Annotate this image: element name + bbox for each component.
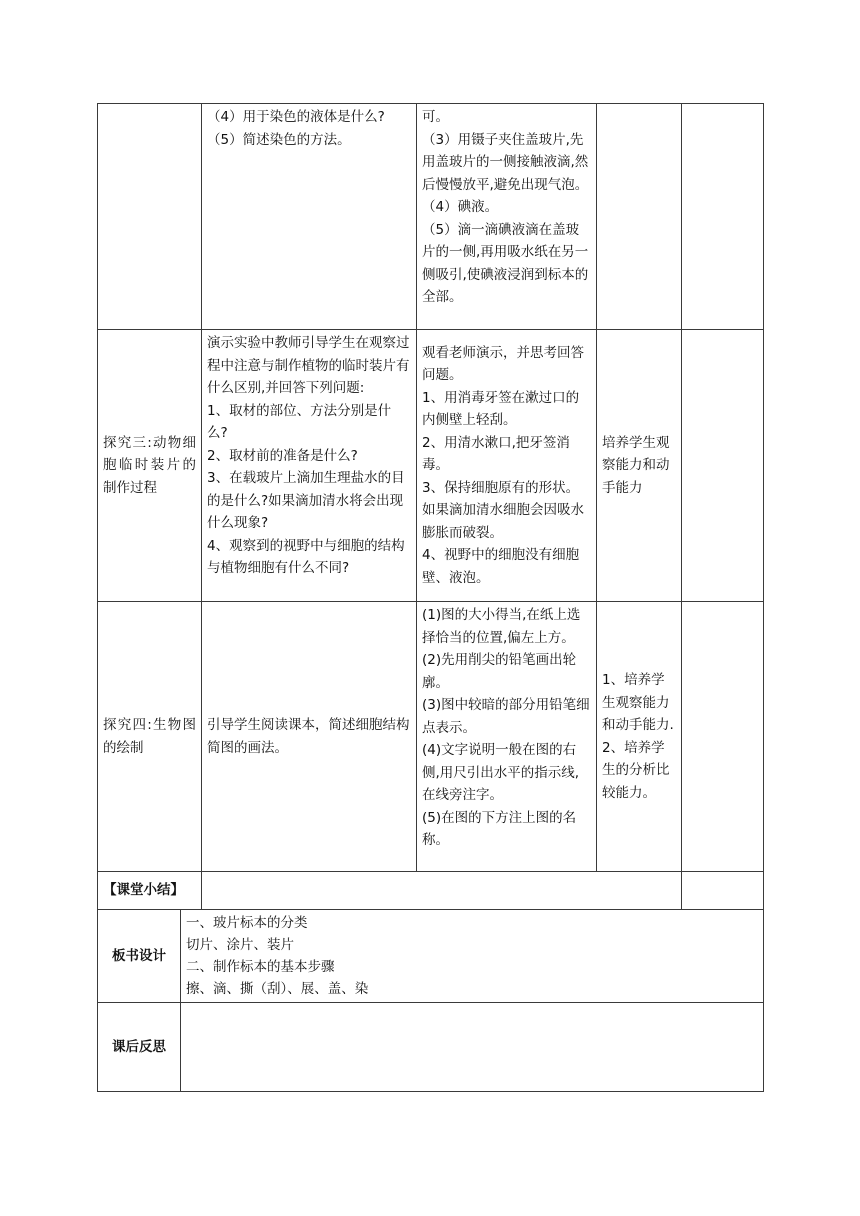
lesson-table — [97, 103, 764, 910]
board-label: 板书设计 — [98, 910, 181, 1003]
board-line: 一、玻片标本的分类 — [186, 915, 308, 931]
reflection-content-cell — [181, 1003, 764, 1092]
explore4-purpose-cell — [597, 602, 682, 872]
explore4-row — [98, 602, 764, 872]
board-line: 切片、涂片、装片 — [186, 937, 294, 953]
explore3-student-line: 2、用清水漱口,把牙签消毒。 — [422, 434, 570, 474]
explore4-label: 探究四:生物图的绘制 — [98, 602, 202, 872]
explore3-extra-cell — [682, 330, 764, 602]
lesson-plan-page — [97, 103, 763, 1092]
explore3-teacher-cell — [202, 330, 417, 602]
dye-student-line: 可。 — [422, 109, 449, 125]
board-row — [98, 910, 764, 1003]
explore3-teacher-line: 演示实验中教师引导学生在观察过程中注意与制作植物的临时装片有什么区别,并回答下列问题: — [207, 335, 410, 396]
explore4-student-line: (4)文字说明一般在图的右侧,用尺引出水平的指示线,在线旁注字。 — [422, 742, 580, 803]
board-table — [97, 909, 764, 1092]
explore3-teacher-line: 3、在载玻片上滴加生理盐水的目的是什么?如果滴加清水将会出现什么现象? — [207, 470, 405, 531]
explore3-row — [98, 330, 764, 602]
dye-student-line: （3）用镊子夹住盖玻片,先用盖玻片的一侧接触液滴,然后慢慢放平,避免出现气泡。 — [422, 131, 589, 193]
summary-content-cell — [202, 872, 682, 910]
dye-row — [98, 104, 764, 330]
dye-student-line: （5）滴一滴碘液滴在盖玻片的一侧,再用吸水纸在另一侧吸引,使碘液浸润到标本的全部。 — [422, 221, 589, 305]
explore3-student-cell — [417, 330, 597, 602]
explore3-student-line: 4、视野中的细胞没有细胞壁、液泡。 — [422, 547, 580, 586]
dye-purpose-cell — [597, 104, 682, 330]
explore4-teacher: 引导学生阅读课本，简述细胞结构简图的画法。 — [202, 602, 417, 872]
explore3-student-line: 观看老师演示，并思考回答问题。 — [422, 344, 584, 384]
explore3-student-line: 3、保持细胞原有的形状。如果滴加清水细胞会因吸水膨胀而破裂。 — [422, 479, 584, 541]
explore3-purpose: 培养学生观察能力和动手能力 — [597, 330, 682, 602]
summary-extra-cell — [682, 872, 764, 910]
explore3-teacher-line: 4、观察到的视野中与细胞的结构与植物细胞有什么不同? — [207, 537, 405, 576]
explore3-label: 探究三:动物细胞临时装片的制作过程 — [98, 330, 202, 602]
dye-extra-cell — [682, 104, 764, 330]
summary-row — [98, 872, 764, 910]
dye-teacher-line: （4）用于染色的液体是什么? — [207, 109, 385, 125]
explore4-purpose-line: 2、培养学生的分析比较能力。 — [602, 739, 670, 801]
explore4-extra-cell — [682, 602, 764, 872]
explore3-student-line: 1、用消毒牙签在漱过口的内侧壁上轻刮。 — [422, 389, 580, 429]
dye-label-cell — [98, 104, 202, 330]
explore3-teacher-line: 1、取材的部位、方法分别是什么? — [207, 402, 392, 441]
dye-teacher-line: （5）简述染色的方法。 — [207, 131, 351, 148]
board-content-cell — [181, 910, 764, 1003]
dye-student-cell — [417, 104, 597, 330]
reflection-row — [98, 1003, 764, 1092]
explore4-student-line: (2)先用削尖的铅笔画出轮廓。 — [422, 652, 577, 691]
explore4-student-cell — [417, 602, 597, 872]
explore4-student-line: (3)图中较暗的部分用铅笔细点表示。 — [422, 697, 590, 736]
explore3-teacher-line: 2、取材前的准备是什么? — [207, 447, 358, 464]
summary-label: 【课堂小结】 — [98, 872, 202, 910]
explore4-student-line: (5)在图的下方注上图的名称。 — [422, 809, 577, 848]
reflection-label: 课后反思 — [98, 1003, 181, 1092]
board-line: 二、制作标本的基本步骤 — [186, 959, 335, 975]
explore4-student-line: (1)图的大小得当,在纸上选择恰当的位置,偏左上方。 — [422, 607, 581, 646]
board-line: 擦、滴、撕（刮）、展、盖、染 — [186, 981, 369, 997]
explore4-purpose-line: 1、培养学生观察能力和动手能力. — [602, 672, 674, 733]
dye-student-line: （4）碘液。 — [422, 199, 499, 215]
dye-teacher-cell — [202, 104, 417, 330]
